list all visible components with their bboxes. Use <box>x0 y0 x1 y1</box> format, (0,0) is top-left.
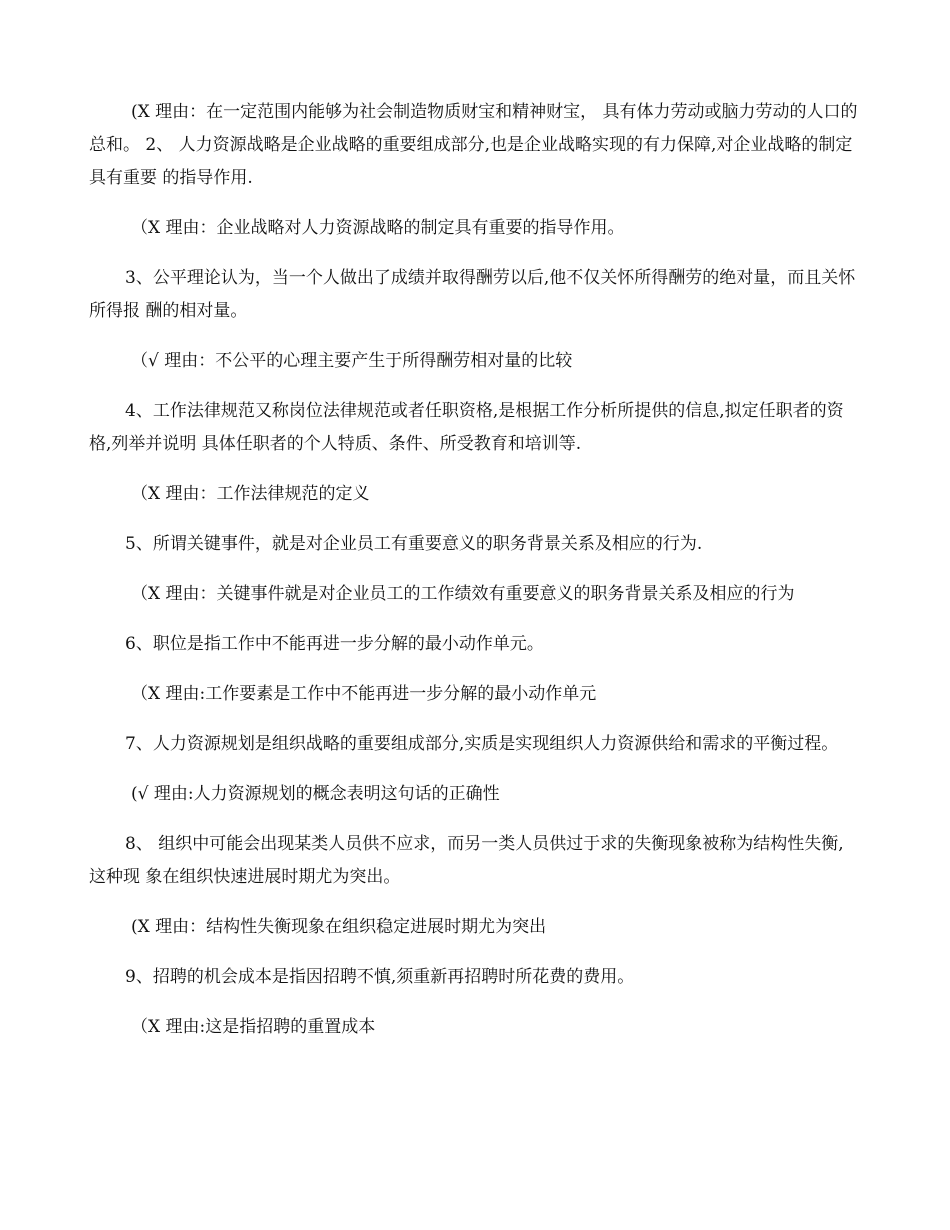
question-paragraph-4: 4、工作法律规范又称岗位法律规范或者任职资格,是根据工作分析所提供的信息,拟定任职者的资格,列举并说明 具体任职者的个人特质、条件、所受教育和培训等. <box>89 401 844 454</box>
answer-paragraph-8: (X 理由：结构性失衡现象在组织稳定进展时期尤为突出 <box>131 917 547 937</box>
answer-paragraph-2: （X 理由：企业战略对人力资源战略的制定具有重要的指导作用。 <box>131 218 625 238</box>
answer-paragraph-7: (√ 理由:人力资源规划的概念表明这句话的正确性 <box>131 784 500 804</box>
question-paragraph-8: 8、 组织中可能会出现某类人员供不应求，而另一类人员供过于求的失衡现象被称为结构性失衡,这种现 象在组织快速进展时期尤为突出。 <box>89 834 844 887</box>
question-paragraph-5: 5、所谓关键事件，就是对企业员工有重要意义的职务背景关系及相应的行为. <box>125 534 703 554</box>
answer-paragraph-3: （√ 理由：不公平的心理主要产生于所得酬劳相对量的比较 <box>131 351 573 371</box>
answer-paragraph-9: （X 理由:这是指招聘的重置成本 <box>131 1017 376 1037</box>
answer-paragraph-6: （X 理由:工作要素是工作中不能再进一步分解的最小动作单元 <box>131 684 597 704</box>
question-paragraph-3: 3、公平理论认为，当一个人做出了成绩并取得酬劳以后,他不仅关怀所得酬劳的绝对量，而且关怀所得报 酬的相对量。 <box>89 268 856 321</box>
answer-paragraph-1: (X 理由：在一定范围内能够为社会制造物质财宝和精神财宝， 具有体力劳动或脑力劳动的人口的总和。 2、 人力资源战略是企业战略的重要组成部分,也是企业战略实现的有力保障,对企业战略的制定具有重要 的指导作用. <box>89 102 858 188</box>
question-paragraph-7: 7、人力资源规划是组织战略的重要组成部分,实质是实现组织人力资源供给和需求的平衡过程。 <box>125 734 839 754</box>
question-paragraph-6: 6、职位是指工作中不能再进一步分解的最小动作单元。 <box>125 634 544 654</box>
question-paragraph-9: 9、招聘的机会成本是指因招聘不慎,须重新再招聘时所花费的费用。 <box>125 967 635 987</box>
answer-paragraph-4: （X 理由：工作法律规范的定义 <box>131 484 370 504</box>
answer-paragraph-5: （X 理由：关键事件就是对企业员工的工作绩效有重要意义的职务背景关系及相应的行为 <box>131 584 795 604</box>
